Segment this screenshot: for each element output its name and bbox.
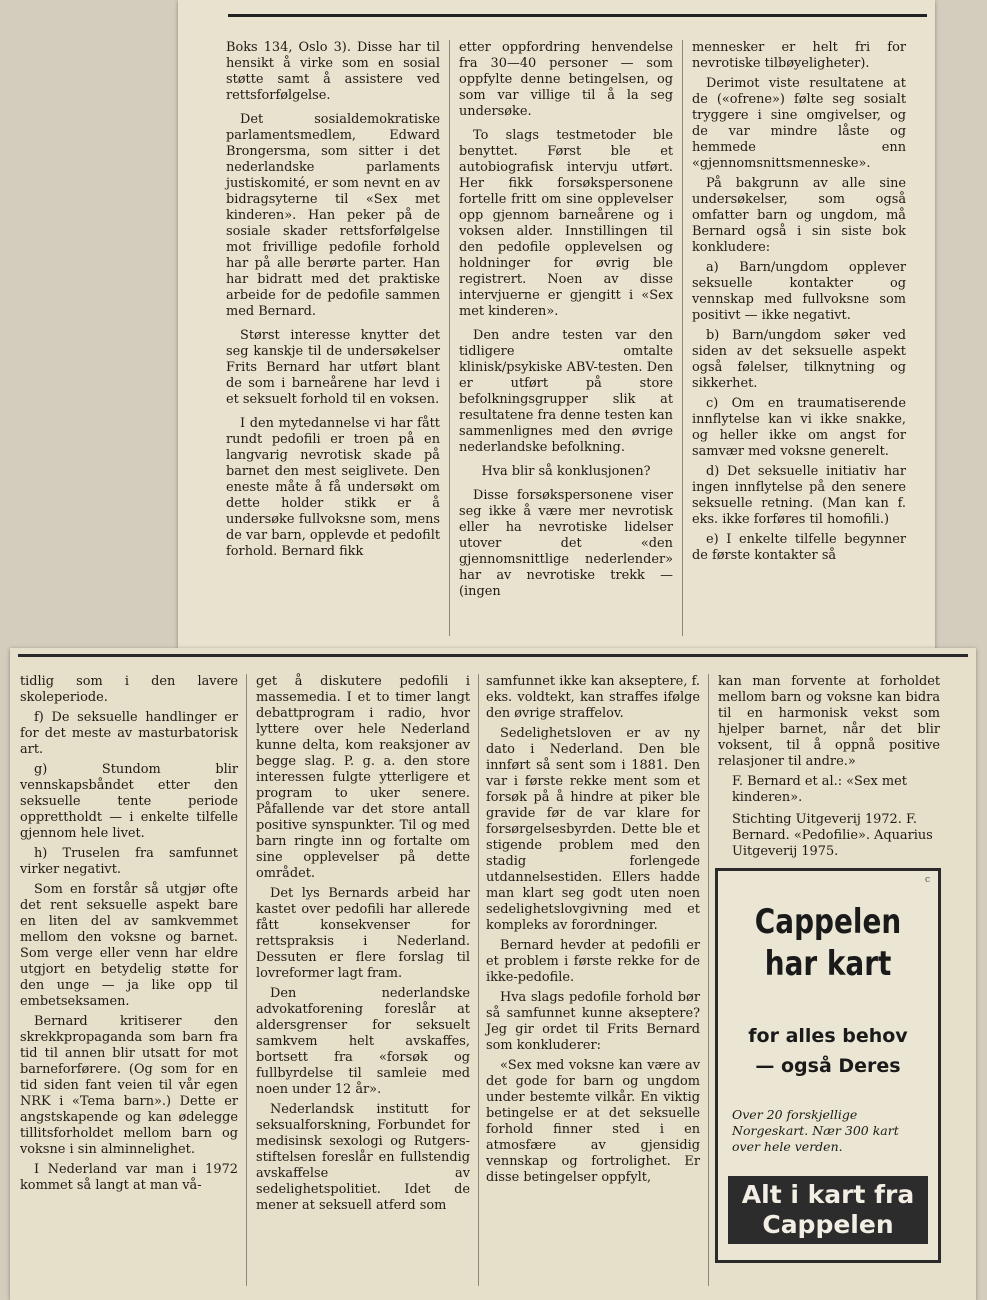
column-divider xyxy=(708,674,709,1286)
top-column-3 xyxy=(692,40,906,568)
ad-description: Over 20 forskjellige Norgeskart. Nær 300 kart over hele verden. xyxy=(732,1107,899,1154)
top-column-1 xyxy=(226,40,440,568)
paragraph: Det lys Bernards arbeid har kastet over pedofili har allerede fått konsekvenser for rettspraksis i Nederland. Dessuten er flere forslag til lovreformer lagt fram. xyxy=(256,886,470,981)
ad-tagline xyxy=(718,1021,938,1081)
ad-corner-mark: c xyxy=(924,875,930,885)
paragraph: Hva slags pedofile forhold bør så samfunnet kunne akseptere? Jeg gir ordet til Frits Bernard som konkluderer: xyxy=(486,990,700,1053)
list-item: e) I enkelte tilfelle begynner de første kontakter så xyxy=(692,532,906,563)
top-clipping xyxy=(178,0,935,648)
bottom-rule xyxy=(18,654,968,657)
ad-banner-line: Cappelen xyxy=(762,1210,894,1239)
paragraph: Derimot viste resultatene at de («ofrene») følte seg sosialt tryggere i sine omgivelser, og de var mindre låste og hemmede enn «gjennomsnittsmenneske». xyxy=(692,76,906,171)
citation: F. Bernard et al.: «Sex met kinderen». xyxy=(732,774,907,805)
citation: Stichting Uitgeverij 1972. F. Bernard. «Pedofilie». Aquarius Uitgeverij 1975. xyxy=(732,812,933,859)
column-divider xyxy=(682,40,683,636)
paragraph: samfunnet ikke kan akseptere, f. eks. voldtekt, kan straffes ifølge den øvrige straffelov. xyxy=(486,674,700,721)
bottom-column-4 xyxy=(718,674,940,866)
paragraph: Boks 134, Oslo 3). Disse har til hensikt å virke som en sosial støtte samt å assistere ved rettsforfølgelse. xyxy=(226,40,440,103)
list-item: g) Stundom blir vennskapsbåndet etter den seksuelle tente periode opprettholdt — i enkelte tilfelle gjennom hele livet. xyxy=(20,762,238,841)
paragraph: Bernard hevder at pedofili er et problem i første rekke for de ikke-pedofile. xyxy=(486,938,700,985)
ad-banner-line: Alt i kart fra xyxy=(741,1180,915,1209)
paragraph: mennesker er helt fri for nevrotiske tilbøyeligheter). xyxy=(692,40,906,71)
quote-paragraph: «Sex med voksne kan være av det gode for barn og ungdom under bestemte vilkår. En viktig betingelse er at det seksuelle forhold finner sted i en atmosfære av gjensidig vennskap og fortrolighet. Er disse betingelser oppfylt, xyxy=(486,1058,700,1185)
ad-brand-line: Cappelen xyxy=(754,902,902,942)
paragraph: Størst interesse knytter det seg kanskje til de undersøkelser Frits Bernard har utført blant de som i barneårene har levd i et seksuelt forhold til en voksen. xyxy=(226,328,440,407)
list-item: b) Barn/ungdom søker ved siden av det seksuelle aspekt også følelser, tilknytning og sikkerhet. xyxy=(692,328,906,391)
paragraph: tidlig som i den lavere skoleperiode. xyxy=(20,674,238,705)
paragraph: I den mytedannelse vi har fått rundt pedofili er troen på en langvarig nevrotisk skade på barnet den mest seiglivete. Den eneste måte å få undersøkt om dette holder stikk er å undersøke fullvoksne som, mens de var barn, opplevde et pedofilt forhold. Bernard fikk xyxy=(226,416,440,559)
paragraph: Disse forsøkspersonene viser seg ikke å være mer nevrotisk eller ha nevrotiske lidelser utover det «den gjennomsnittlige nederlender» har av nevrotiske trekk — (ingen xyxy=(459,488,673,599)
paragraph: På bakgrunn av alle sine undersøkelser, som også omfatter barn og ungdom, må Bernard også i sin siste bok konkludere: xyxy=(692,176,906,255)
column-divider xyxy=(449,40,450,636)
ad-brand-line: har kart xyxy=(764,944,892,984)
paragraph: Som en forstår så utgjør ofte det rent seksuelle aspekt bare en liten del av samkvemmet mellom den voksne og barnet. Som verge eller venn har eldre utgjort en betydelig støtte for den unge — ja like opp til embetseksamen. xyxy=(20,882,238,1009)
paragraph: get å diskutere pedofili i massemedia. I et to timer langt debattprogram i radio, hvor lyttere over hele Nederland kunne delta, kom reaksjoner av begge slag. P. g. a. den store interessen fulgte ytterligere et program to uker senere. Påfallende var det store antall positive synspunkter. Til og med barn ringte inn og fortalte om sine opplevelser på dette området. xyxy=(256,674,470,881)
top-column-2 xyxy=(459,40,673,608)
bottom-column-1 xyxy=(20,674,238,1198)
ad-tagline-line: — også Deres xyxy=(755,1055,901,1077)
top-rule xyxy=(228,14,927,17)
list-item: a) Barn/ungdom opplever seksuelle kontakter og vennskap med fullvoksne som positivt — ikke negativt. xyxy=(692,260,906,323)
column-divider xyxy=(246,674,247,1286)
list-item: h) Truselen fra samfunnet virker negativt. xyxy=(20,846,238,877)
paragraph: Den andre testen var den tidligere omtalte klinisk/psykiske ABV-testen. Den er utført på store befolkningsgrupper slik at resultatene fra denne testen kan sammenlignes med den øvrige nederlandske befolkning. xyxy=(459,328,673,455)
ad-headline xyxy=(738,901,918,985)
paragraph: I Nederland var man i 1972 kommet så langt at man vå- xyxy=(20,1162,238,1193)
paragraph: Nederlandsk institutt for seksualforskning, Forbundet for medisinsk sexologi og Rutgers-stiftelsen foreslår en fullstendig avskaffelse av sedelighetspolitiet. Idet de mener at seksuell atferd som xyxy=(256,1102,470,1213)
paragraph: Sedelighetsloven er av ny dato i Nederland. Den ble innført så sent som i 1881. Den var i første rekke ment som et forsøk på å hindre at piker ble gravide før de var klare for forsørgelsesbyrden. Dette ble et stigende problem med den stadig forlengede utdannelsestiden. Ellers hadde man klart seg godt uten noen sedelighetslovgivning med et kompleks av forordninger. xyxy=(486,726,700,933)
column-divider xyxy=(478,674,479,1286)
paragraph: Det sosialdemokratiske parlamentsmedlem, Edward Brongersma, som sitter i det nederlandske parlaments justiskomité, er som nevnt en av bidragsyterne til «Sex met kinderen». Han peker på de sosiale skader rettsforfølgelse mot frivillige pedofile forhold har på alle berørte parter. Han har bidratt med det praktiske arbeide for de pedofile sammen med Bernard. xyxy=(226,112,440,319)
bottom-clipping xyxy=(10,648,976,1300)
paragraph: etter oppfordring henvendelse fra 30—40 personer — som oppfylte denne betingelsen, og som var villige til å la seg undersøke. xyxy=(459,40,673,119)
paragraph: To slags testmetoder ble benyttet. Først ble et autobiografisk intervju utført. Her fikk forsøkspersonene fortelle fritt om sine opplevelser opp gjennom barneårene og i voksen alder. Innstillingen til den pedofile opplevelsen og holdninger for øvrig ble registrert. Noen av disse intervjuerne er gjengitt i «Sex met kinderen». xyxy=(459,128,673,319)
ad-tagline-line: for alles behov xyxy=(748,1025,908,1047)
cappelen-advertisement xyxy=(715,868,941,1263)
bottom-column-3 xyxy=(486,674,700,1190)
section-heading: Hva blir så konklusjonen? xyxy=(481,464,651,479)
bottom-column-2 xyxy=(256,674,470,1218)
ad-banner xyxy=(728,1176,928,1244)
paragraph: Den nederlandske advokatforening foreslår at aldersgrenser for seksuelt samkvem helt avskaffes, bortsett fra «forsøk og fullbyrdelse til samleie med noen under 12 år». xyxy=(256,986,470,1097)
list-item: f) De seksuelle handlinger er for det meste av masturbatorisk art. xyxy=(20,710,238,757)
list-item: d) Det seksuelle initiativ har ingen innflytelse på den senere seksuelle retning. (Man kan f. eks. ikke forføres til homofili.) xyxy=(692,464,906,527)
list-item: c) Om en traumatiserende innflytelse kan vi ikke snakke, og heller ikke om angst for samvær med voksne generelt. xyxy=(692,396,906,459)
quote-paragraph: kan man forvente at forholdet mellom barn og voksne kan bidra til en harmonisk vekst som hjelper barnet, når det blir voksent, til å oppnå positive relasjoner til andre.» xyxy=(718,674,940,769)
paragraph: Bernard kritiserer den skrekkpropaganda som barn fra tid til annen blir utsatt for mot barneforførere. (Og som for en tid siden fant veien til vår egen NRK i «Tema barn».) Dette er angstskapende og kan ødelegge tillitsforholdet mellom barn og voksne i sin alminnelighet. xyxy=(20,1014,238,1157)
